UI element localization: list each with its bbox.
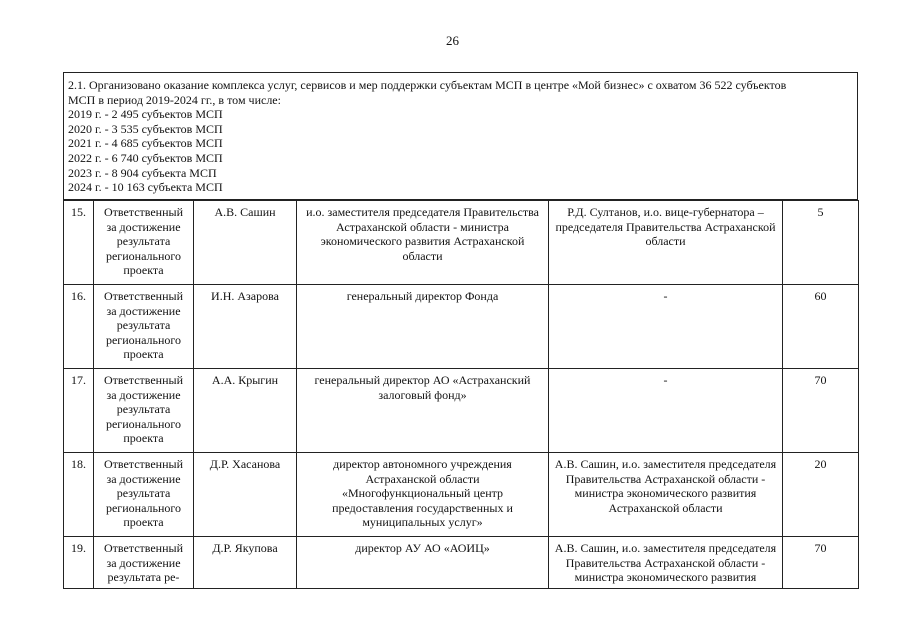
table-row — [64, 453, 859, 537]
table-row — [64, 369, 859, 453]
row-number: 17. — [64, 369, 94, 453]
row-number: 19. — [64, 537, 94, 589]
supervisor-cell: А.В. Сашин, и.о. заместителя председателя Правительства Астраханской области - министра экономического развития — [549, 537, 783, 589]
table-row — [64, 537, 859, 589]
role-cell: Ответственный за достижение результата ре- — [94, 537, 194, 589]
responsibility-table — [63, 200, 859, 589]
position-cell: директор автономного учреждения Астраханской области «Многофункциональный центр предоставления государственных и муниципальных услуг» — [297, 453, 549, 537]
percent-cell: 70 — [783, 537, 859, 589]
supervisor-cell: - — [549, 369, 783, 453]
table-row — [64, 285, 859, 369]
position-cell: и.о. заместителя председателя Правительства Астраханской области - министра экономического развития Астраханской области — [297, 201, 549, 285]
year-2019-line: 2019 г. - 2 495 субъектов МСП — [68, 107, 223, 122]
name-cell: А.В. Сашин — [194, 201, 297, 285]
year-2023-line: 2023 г. - 8 904 субъекта МСП — [68, 165, 217, 180]
year-2021-line: 2021 г. - 4 685 субъектов МСП — [68, 136, 223, 151]
position-cell: генеральный директор АО «Астраханский залоговый фонд» — [297, 369, 549, 453]
year-2024-line: 2024 г. - 10 163 субъекта МСП — [68, 180, 223, 195]
percent-cell: 70 — [783, 369, 859, 453]
percent-cell: 60 — [783, 285, 859, 369]
description-line: 2.1. Организовано оказание комплекса услуг, сервисов и мер поддержки субъектам МСП в центре «Мой бизнес» с охватом 36 522 субъектов — [68, 78, 787, 92]
result-description-box — [63, 72, 858, 200]
row-number: 18. — [64, 453, 94, 537]
position-cell: генеральный директор Фонда — [297, 285, 549, 369]
name-cell: А.А. Крыгин — [194, 369, 297, 453]
year-2020-line: 2020 г. - 3 535 субъектов МСП — [68, 121, 223, 136]
page-number: 26 — [446, 33, 459, 48]
percent-cell: 20 — [783, 453, 859, 537]
table-row — [64, 201, 859, 285]
year-2022-line: 2022 г. - 6 740 субъектов МСП — [68, 150, 223, 165]
role-cell: Ответственный за достижение результата регионального проекта — [94, 285, 194, 369]
supervisor-cell: - — [549, 285, 783, 369]
position-cell: директор АУ АО «АОИЦ» — [297, 537, 549, 589]
supervisor-cell: Р.Д. Султанов, и.о. вице-губернатора – председателя Правительства Астраханской области — [549, 201, 783, 285]
role-cell: Ответственный за достижение результата регионального проекта — [94, 201, 194, 285]
role-cell: Ответственный за достижение результата регионального проекта — [94, 453, 194, 537]
row-number: 16. — [64, 285, 94, 369]
description-line: МСП в период 2019-2024 гг., в том числе: — [68, 92, 281, 107]
percent-cell: 5 — [783, 201, 859, 285]
supervisor-cell: А.В. Сашин, и.о. заместителя председателя Правительства Астраханской области - министра экономического развития Астраханской области — [549, 453, 783, 537]
name-cell: Д.Р. Якупова — [194, 537, 297, 589]
name-cell: И.Н. Азарова — [194, 285, 297, 369]
role-cell: Ответственный за достижение результата регионального проекта — [94, 369, 194, 453]
name-cell: Д.Р. Хасанова — [194, 453, 297, 537]
row-number: 15. — [64, 201, 94, 285]
